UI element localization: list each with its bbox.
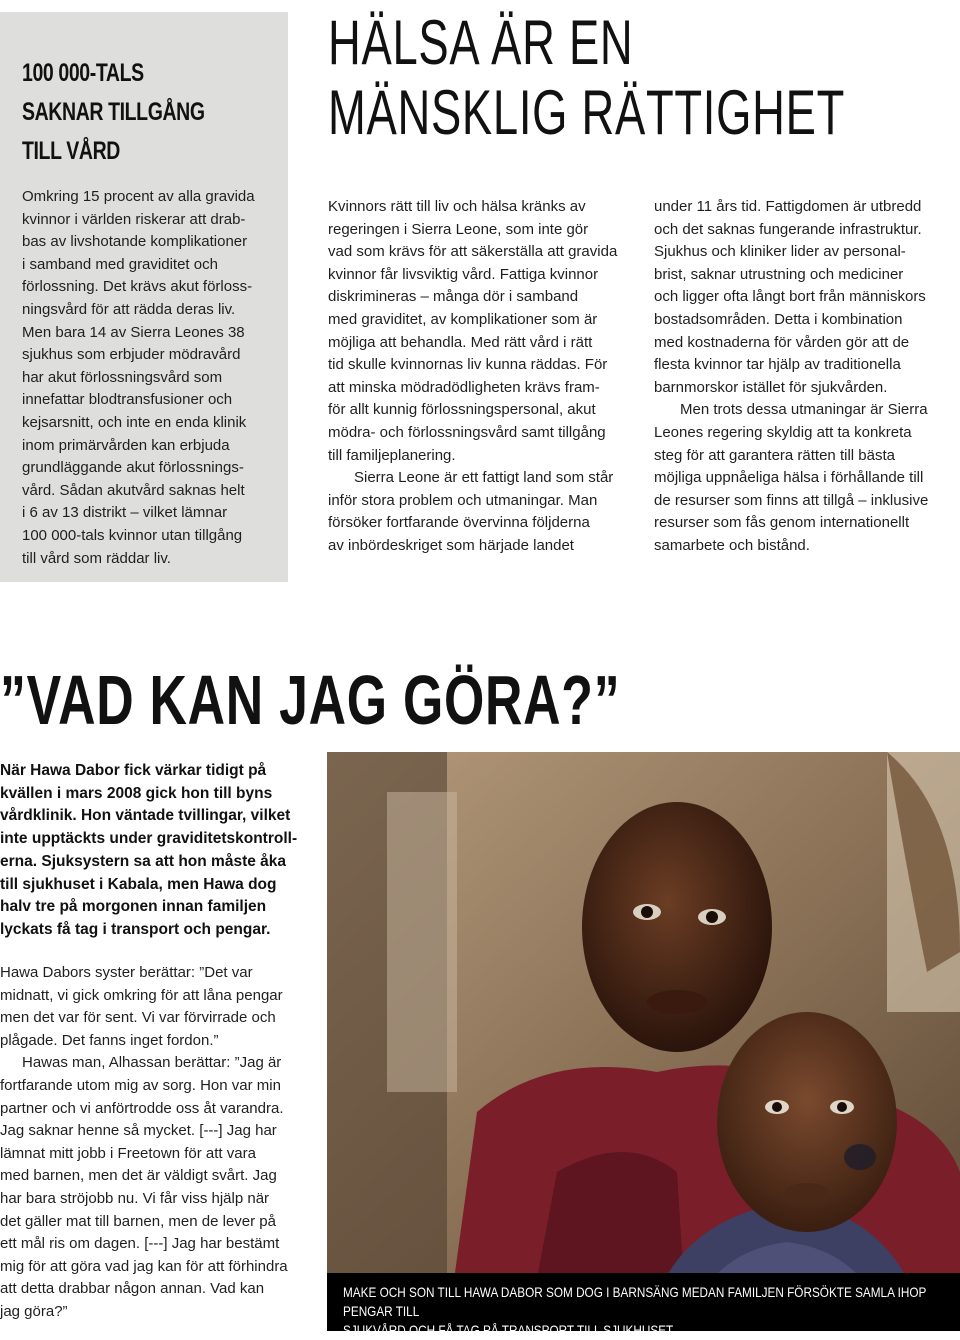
text-line: det gäller mat till barnen, men de lever på xyxy=(0,1212,276,1230)
text-line: diskrimineras – många dör i samband xyxy=(328,288,579,306)
text-line: erna. Sjuksystern sa att hon måste åka xyxy=(0,852,287,870)
sidebar-title-line: SAKNAR TILLGÅNG xyxy=(22,98,205,126)
text-line: inte upptäckts under graviditetskontroll- xyxy=(0,830,298,848)
text-line: kvällen i mars 2008 gick hon till byns xyxy=(0,784,273,802)
text-line: försöker fortfarande övervinna följderna xyxy=(328,514,590,532)
feature-story xyxy=(0,962,310,1324)
text-line: att minska mödradödligheten krävs fram- xyxy=(328,378,600,396)
text-line: Omkring 15 procent av alla gravida xyxy=(22,188,255,205)
photo-illustration xyxy=(327,752,960,1331)
text-line: och ligger ofta långt bort från människors xyxy=(654,288,926,306)
text-line: kejsarsnitt, och inte en enda klinik xyxy=(22,413,247,431)
article-title xyxy=(328,8,845,148)
text-line: Sjukhus och kliniker lider av personal- xyxy=(654,243,906,261)
text-line: till vård som räddar liv. xyxy=(22,549,171,567)
text-line: och det saknas fungerande infrastruktur. xyxy=(654,220,922,238)
text-line: sjukhus som erbjuder mödravård xyxy=(22,346,241,364)
text-line: halv tre på morgonen innan familjen xyxy=(0,898,267,916)
text-line: grundläggande akut förlossnings- xyxy=(22,459,244,477)
text-line: mödra- och förlossningsvård samt tillgång xyxy=(328,423,606,441)
text-line: Jag saknar henne så mycket. [---] Jag har xyxy=(0,1122,277,1140)
text-line: bas av livshotande komplikationer xyxy=(22,233,248,251)
text-line: fortfarande utom mig av sorg. Hon var min xyxy=(0,1076,281,1094)
text-line: kvinnor i världen riskerar att drab- xyxy=(22,210,246,228)
sidebar-body xyxy=(22,186,278,570)
text-line: vårdklinik. Hon väntade tvillingar, vilket xyxy=(0,807,291,825)
text-line: mig för att göra vad jag kan för att förhindra xyxy=(0,1257,288,1275)
text-line: för allt kunnig förlossningspersonal, akut xyxy=(328,401,596,419)
photo-caption xyxy=(327,1273,960,1338)
text-line: ningsvård för att rädda deras liv. xyxy=(22,300,236,318)
caption-line: SJUKVÅRD OCH FÅ TAG PÅ TRANSPORT TILL SJUKHUSET. xyxy=(343,1322,676,1338)
text-line: har akut förlossningsvård som xyxy=(22,368,223,386)
text-line: steg för att garantera rätten till bästa xyxy=(654,446,895,464)
text-line: barnmorskor istället för sjukvården. xyxy=(654,378,888,396)
sidebar-title xyxy=(22,54,225,171)
text-line: med kostnaderna för vården gör att de xyxy=(654,333,910,351)
text-line: i samband med graviditet och xyxy=(22,255,218,273)
text-line: plågade. Det fanns inget fordon.” xyxy=(0,1031,219,1049)
text-line: Men bara 14 av Sierra Leones 38 xyxy=(22,323,245,341)
text-line: att detta drabbar någon annan. Vad kan xyxy=(0,1280,265,1298)
photo-father-and-son xyxy=(327,752,960,1331)
text-line: med barnen, men det är väldigt svårt. Jag xyxy=(0,1167,277,1185)
text-line: till sjukhuset i Kabala, men Hawa dog xyxy=(0,875,277,893)
text-line: under 11 års tid. Fattigdomen är utbredd xyxy=(654,198,922,215)
text-line: Leones regering skyldig att ta konkreta xyxy=(654,423,912,441)
text-line: men det var för sent. Vi var förvirrade och xyxy=(0,1009,276,1027)
sidebar-box xyxy=(0,12,288,582)
text-line: med graviditet, av komplikationer som är xyxy=(328,310,598,328)
text-line: kvinnor får livsviktig vård. Fattiga kvinnor xyxy=(328,265,599,283)
text-line: Kvinnors rätt till liv och hälsa kränks av xyxy=(328,198,586,215)
text-line: vård. Sådan akutvård saknas helt xyxy=(22,481,245,499)
text-line: bostadsområden. Detta i kombination xyxy=(654,310,903,328)
text-line: partner och vi anförtrodde oss åt varandra. xyxy=(0,1099,284,1117)
text-line: av inbördeskriget som härjade landet xyxy=(328,536,574,554)
text-line: ett mål ris om dagen. [---] Jag har bestämt xyxy=(0,1235,280,1253)
article-column-1 xyxy=(328,196,628,558)
sidebar-title-line: 100 000-TALS xyxy=(22,59,144,87)
text-line: lämnat mitt jobb i Freetown för att vara xyxy=(0,1144,256,1162)
text-line: i 6 av 13 distrikt – vilket lämnar xyxy=(22,504,228,522)
article-title-line: MÄNSKLIG RÄTTIGHET xyxy=(328,78,846,148)
text-line: inför stora problem och utmaningar. Man xyxy=(328,491,598,509)
sidebar-title-line: TILL VÅRD xyxy=(22,137,120,165)
article-column-2 xyxy=(654,196,954,558)
text-line: förlossning. Det krävs akut förloss- xyxy=(22,278,253,296)
text-line: midnatt, vi gick omkring för att låna pengar xyxy=(0,986,283,1004)
text-line: flesta kvinnor tar hjälp av traditionella xyxy=(654,356,901,374)
text-line: inom primärvården kan erbjuda xyxy=(22,436,230,454)
photo-caption-text xyxy=(343,1283,939,1340)
text-line: jag göra?” xyxy=(0,1302,68,1320)
text-line: När Hawa Dabor fick värkar tidigt på xyxy=(0,762,267,779)
text-line: till familjeplanering. xyxy=(328,446,456,464)
text-line: Sierra Leone är ett fattigt land som står xyxy=(354,469,614,487)
text-line: resurser som fås genom internationellt xyxy=(654,514,910,532)
text-line: regeringen i Sierra Leone, som inte gör xyxy=(328,220,589,238)
feature-headline: ”VAD KAN JAG GÖRA?” xyxy=(0,661,621,739)
text-line: lyckats få tag i transport och pengar. xyxy=(0,920,271,938)
text-line: vad som krävs för att säkerställa att gravida xyxy=(328,243,618,261)
caption-line: MAKE OCH SON TILL HAWA DABOR SOM DOG I BARNSÄNG MEDAN FAMILJEN FÖRSÖKTE SAMLA IHOP PENGAR TILL xyxy=(343,1284,927,1319)
article-title-line: HÄLSA ÄR EN xyxy=(328,8,634,78)
text-line: har bara ströjobb nu. Vi får viss hjälp när xyxy=(0,1189,270,1207)
text-line: möjliga uppnåeliga hälsa i förhållande till xyxy=(654,469,924,487)
text-line: Men trots dessa utmaningar är Sierra xyxy=(680,401,928,419)
feature-lead xyxy=(0,760,310,942)
text-line: brist, saknar utrustning och mediciner xyxy=(654,265,904,283)
text-line: Hawa Dabors syster berättar: ”Det var xyxy=(0,964,253,981)
text-line: innefattar blodtransfusioner och xyxy=(22,391,233,409)
text-line: Hawas man, Alhassan berättar: ”Jag är xyxy=(22,1054,282,1072)
text-line: tid skulle kvinnornas liv kunna räddas. För xyxy=(328,356,608,374)
text-line: 100 000-tals kvinnor utan tillgång xyxy=(22,526,243,544)
text-line: samarbete och bistånd. xyxy=(654,536,810,554)
text-line: möjliga att behandla. Med rätt vård i rätt xyxy=(328,333,593,351)
text-line: de resurser som finns att tillgå – inklusive xyxy=(654,491,929,509)
